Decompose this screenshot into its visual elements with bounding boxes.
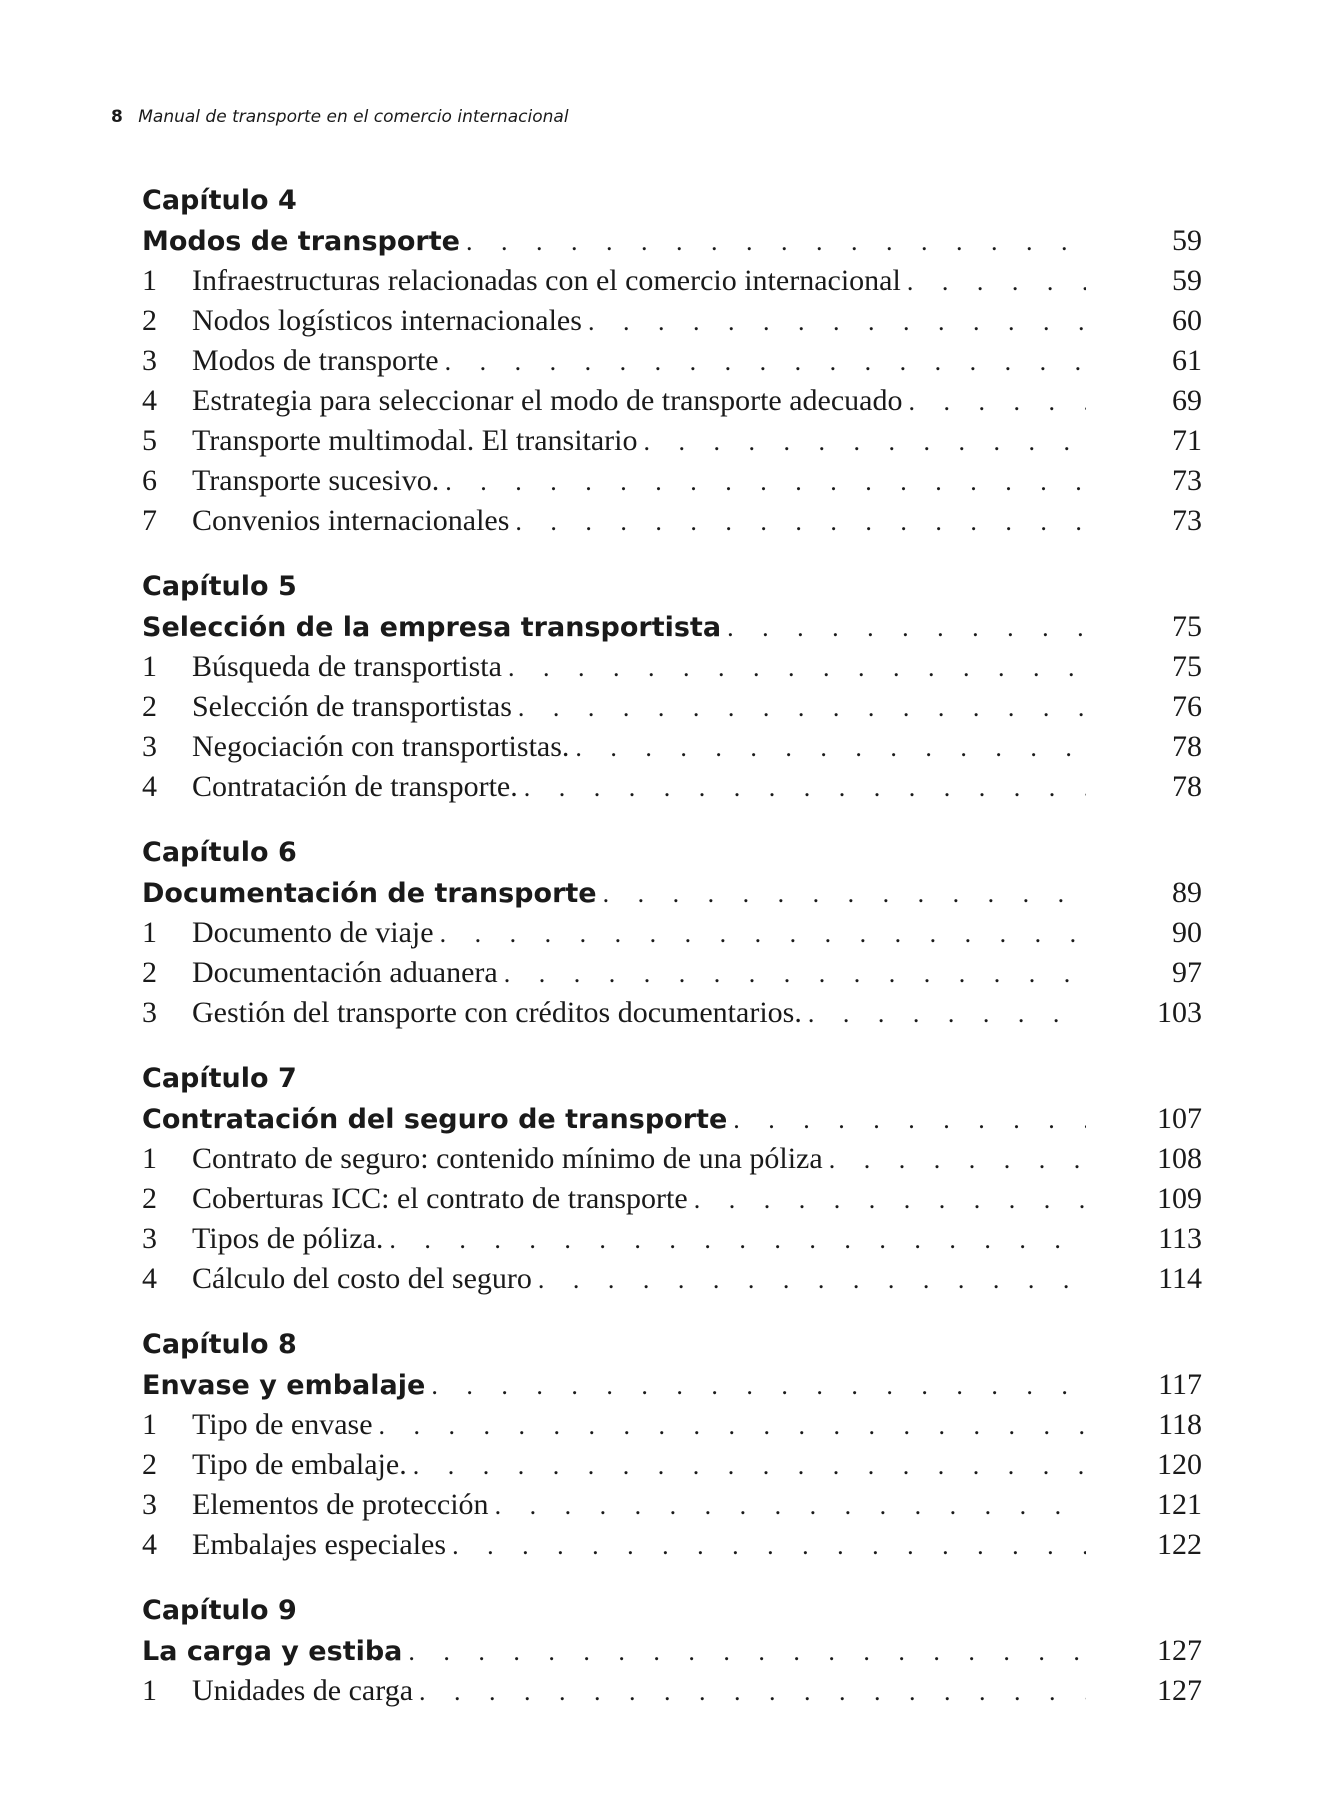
toc-entry[interactable] [142, 1445, 1202, 1485]
toc-entry[interactable] [142, 913, 1202, 953]
chapter-page-number: 127 [1157, 1634, 1202, 1667]
dot-leader [808, 994, 1086, 1034]
section-number: 3 [142, 730, 157, 763]
chapter-label: Capítulo 5 [142, 571, 297, 602]
section-title: Contratación de transporte. [192, 770, 518, 803]
section-page-number: 78 [1172, 770, 1202, 803]
toc-entry[interactable] [142, 261, 1202, 301]
dot-leader [538, 1260, 1086, 1300]
dot-leader-dots [419, 1672, 1086, 1712]
toc-entry[interactable] [142, 1671, 1202, 1711]
dot-leader [524, 768, 1086, 808]
dot-leader-dots [538, 1260, 1086, 1300]
dot-leader-dots [644, 422, 1086, 462]
chapter-title: Contratación del seguro de transporte [142, 1104, 728, 1135]
dot-leader [495, 1486, 1086, 1526]
section-number: 4 [142, 1262, 157, 1295]
section-number: 2 [142, 1448, 157, 1481]
toc-entry[interactable] [142, 1259, 1202, 1299]
section-page-number: 76 [1172, 690, 1202, 723]
section-title: Estrategia para seleccionar el modo de transporte adecuado [192, 384, 903, 417]
section-title: Convenios internacionales [192, 504, 510, 537]
section-page-number: 97 [1172, 956, 1202, 989]
section-title: Transporte multimodal. El transitario [192, 424, 638, 457]
toc-entry[interactable] [142, 1485, 1202, 1525]
toc-entry[interactable] [142, 1405, 1202, 1445]
section-page-number: 103 [1157, 996, 1202, 1029]
dot-leader [575, 728, 1086, 768]
section-page-number: 78 [1172, 730, 1202, 763]
dot-leader-dots [389, 1220, 1086, 1260]
dot-leader-dots [575, 728, 1086, 768]
chapter-block [142, 1325, 1202, 1565]
dot-leader [733, 1100, 1086, 1140]
chapter-heading-entry[interactable] [142, 607, 1202, 647]
section-title: Documentación aduanera [192, 956, 498, 989]
dot-leader-dots [431, 1366, 1086, 1406]
dot-leader [379, 1406, 1086, 1446]
chapter-heading-entry[interactable] [142, 1099, 1202, 1139]
section-title: Tipo de embalaje. [192, 1448, 407, 1481]
dot-leader-dots [413, 1446, 1086, 1486]
section-number: 1 [142, 916, 157, 949]
dot-leader [445, 462, 1086, 502]
section-number: 2 [142, 304, 157, 337]
toc-entry[interactable] [142, 421, 1202, 461]
section-number: 1 [142, 1408, 157, 1441]
dot-leader [440, 914, 1086, 954]
chapter-label: Capítulo 6 [142, 837, 297, 868]
section-number: 3 [142, 996, 157, 1029]
chapter-block [142, 567, 1202, 807]
section-page-number: 75 [1172, 650, 1202, 683]
chapter-title: Selección de la empresa transportista [142, 612, 722, 643]
chapter-heading-entry[interactable] [142, 1631, 1202, 1671]
dot-leader [515, 502, 1086, 542]
section-page-number: 71 [1172, 424, 1202, 457]
section-title: Tipo de envase [192, 1408, 373, 1441]
chapter-label: Capítulo 4 [142, 185, 297, 216]
chapter-label: Capítulo 8 [142, 1329, 297, 1360]
section-title: Coberturas ICC: el contrato de transporte [192, 1182, 688, 1215]
toc-entry[interactable] [142, 1139, 1202, 1179]
dot-leader-dots [504, 954, 1086, 994]
dot-leader-dots [440, 914, 1086, 954]
dot-leader-dots [495, 1486, 1086, 1526]
dot-leader [413, 1446, 1086, 1486]
chapter-title: Modos de transporte [142, 226, 460, 257]
chapter-page-number: 89 [1172, 876, 1202, 909]
dot-leader [829, 1140, 1086, 1180]
section-number: 1 [142, 264, 157, 297]
toc-entry[interactable] [142, 341, 1202, 381]
dot-leader-dots [907, 262, 1086, 302]
dot-leader-dots [524, 768, 1086, 808]
book-title: Manual de transporte en el comercio internacional [138, 107, 569, 127]
section-page-number: 73 [1172, 464, 1202, 497]
section-page-number: 113 [1158, 1222, 1202, 1255]
chapter-page-number: 117 [1158, 1368, 1202, 1401]
toc-entry[interactable] [142, 461, 1202, 501]
section-title: Búsqueda de transportista [192, 650, 502, 683]
dot-leader-dots [829, 1140, 1086, 1180]
chapter-title: Envase y embalaje [142, 1370, 426, 1401]
dot-leader [445, 342, 1086, 382]
section-title: Contrato de seguro: contenido mínimo de una póliza [192, 1142, 823, 1175]
chapter-label: Capítulo 9 [142, 1595, 297, 1626]
section-page-number: 118 [1158, 1408, 1202, 1441]
section-page-number: 69 [1172, 384, 1202, 417]
toc-entry[interactable] [142, 1219, 1202, 1259]
section-page-number: 127 [1157, 1674, 1202, 1707]
chapter-page-number: 107 [1157, 1102, 1202, 1135]
dot-leader [452, 1526, 1086, 1566]
chapter-page-number: 75 [1172, 610, 1202, 643]
toc-entry[interactable] [142, 727, 1202, 767]
section-number: 6 [142, 464, 157, 497]
dot-leader-dots [408, 1632, 1086, 1672]
toc-entry[interactable] [142, 1525, 1202, 1565]
section-page-number: 61 [1172, 344, 1202, 377]
section-page-number: 121 [1157, 1488, 1202, 1521]
chapter-title: Documentación de transporte [142, 878, 597, 909]
chapter-heading-entry[interactable] [142, 221, 1202, 261]
section-page-number: 108 [1157, 1142, 1202, 1175]
section-number: 7 [142, 504, 157, 537]
toc-entry[interactable] [142, 301, 1202, 341]
toc-entry[interactable] [142, 381, 1202, 421]
section-number: 1 [142, 650, 157, 683]
section-title: Unidades de carga [192, 1674, 414, 1707]
chapter-block [142, 1591, 1202, 1711]
dot-leader-dots [808, 994, 1086, 1034]
dot-leader [431, 1366, 1086, 1406]
dot-leader [603, 874, 1086, 914]
section-number: 3 [142, 1488, 157, 1521]
section-title: Tipos de póliza. [192, 1222, 384, 1255]
section-number: 3 [142, 1222, 157, 1255]
section-number: 4 [142, 770, 157, 803]
chapter-block [142, 1059, 1202, 1299]
section-title: Embalajes especiales [192, 1528, 447, 1561]
dot-leader-dots [694, 1180, 1086, 1220]
table-of-contents [142, 181, 1202, 1737]
dot-leader-dots [452, 1526, 1086, 1566]
section-page-number: 59 [1172, 264, 1202, 297]
chapter-page-number: 59 [1172, 224, 1202, 257]
section-page-number: 73 [1172, 504, 1202, 537]
section-number: 1 [142, 1142, 157, 1175]
dot-leader-dots [515, 502, 1086, 542]
dot-leader [408, 1632, 1086, 1672]
dot-leader-dots [733, 1100, 1086, 1140]
dot-leader-dots [445, 462, 1086, 502]
chapter-block [142, 833, 1202, 1033]
section-title: Gestión del transporte con créditos documentarios. [192, 996, 802, 1029]
section-title: Selección de transportistas [192, 690, 512, 723]
section-page-number: 120 [1157, 1448, 1202, 1481]
section-page-number: 60 [1172, 304, 1202, 337]
section-title: Transporte sucesivo. [192, 464, 440, 497]
dot-leader-dots [379, 1406, 1086, 1446]
toc-entry[interactable] [142, 953, 1202, 993]
chapter-label: Capítulo 7 [142, 1063, 297, 1094]
chapter-block [142, 181, 1202, 541]
section-title: Nodos logísticos internacionales [192, 304, 582, 337]
dot-leader [907, 262, 1086, 302]
section-title: Elementos de protección [192, 1488, 489, 1521]
toc-entry[interactable] [142, 647, 1202, 687]
section-number: 2 [142, 956, 157, 989]
dot-leader [694, 1180, 1086, 1220]
toc-entry[interactable] [142, 993, 1202, 1033]
section-number: 5 [142, 424, 157, 457]
dot-leader [508, 648, 1086, 688]
section-number: 4 [142, 384, 157, 417]
section-number: 1 [142, 1674, 157, 1707]
section-page-number: 109 [1157, 1182, 1202, 1215]
dot-leader-dots [466, 222, 1086, 262]
dot-leader [419, 1672, 1086, 1712]
dot-leader-dots [909, 382, 1087, 422]
dot-leader [909, 382, 1087, 422]
dot-leader-dots [508, 648, 1086, 688]
toc-entry[interactable] [142, 501, 1202, 541]
dot-leader-dots [588, 302, 1086, 342]
dot-leader [727, 608, 1086, 648]
section-title: Negociación con transportistas. [192, 730, 570, 763]
section-title: Cálculo del costo del seguro [192, 1262, 532, 1295]
running-head [111, 104, 569, 130]
section-number: 2 [142, 690, 157, 723]
dot-leader [588, 302, 1086, 342]
page-folio: 8 [111, 107, 123, 127]
chapter-title: La carga y estiba [142, 1636, 403, 1667]
section-number: 4 [142, 1528, 157, 1561]
toc-entry[interactable] [142, 767, 1202, 807]
section-title: Infraestructuras relacionadas con el comercio internacional [192, 264, 901, 297]
dot-leader [389, 1220, 1086, 1260]
chapter-heading-entry[interactable] [142, 1365, 1202, 1405]
section-number: 2 [142, 1182, 157, 1215]
section-page-number: 90 [1172, 916, 1202, 949]
chapter-heading-entry[interactable] [142, 873, 1202, 913]
dot-leader-dots [603, 874, 1086, 914]
section-title: Documento de viaje [192, 916, 434, 949]
dot-leader [504, 954, 1086, 994]
toc-entry[interactable] [142, 687, 1202, 727]
dot-leader-dots [727, 608, 1086, 648]
toc-entry[interactable] [142, 1179, 1202, 1219]
section-number: 3 [142, 344, 157, 377]
dot-leader-dots [518, 688, 1086, 728]
dot-leader [466, 222, 1086, 262]
section-page-number: 114 [1158, 1262, 1202, 1295]
dot-leader-dots [445, 342, 1086, 382]
section-page-number: 122 [1157, 1528, 1202, 1561]
section-title: Modos de transporte [192, 344, 439, 377]
dot-leader [644, 422, 1086, 462]
dot-leader [518, 688, 1086, 728]
